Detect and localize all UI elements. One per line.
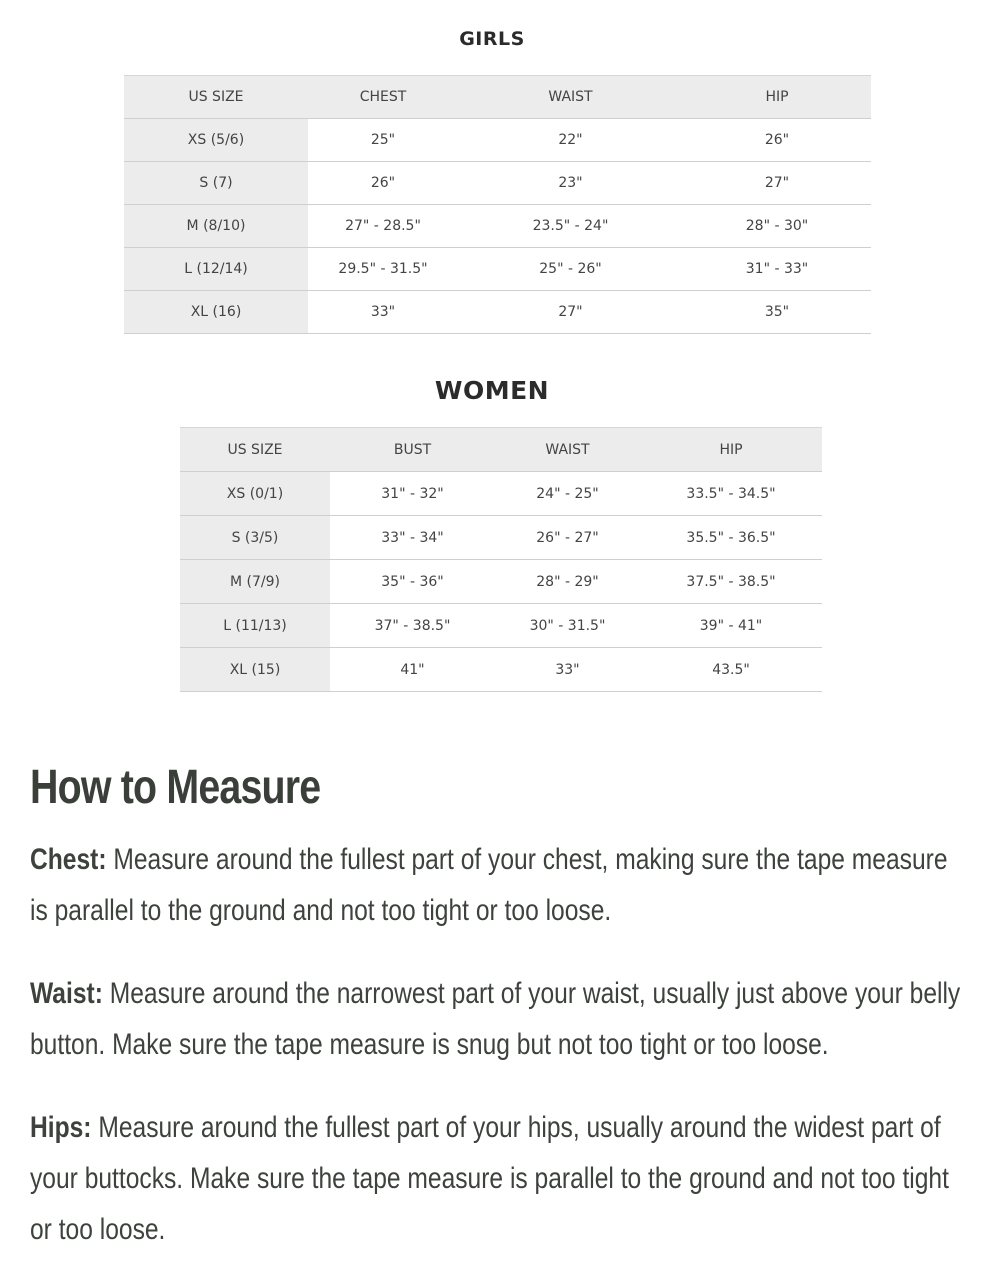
size-cell: L (11/13) <box>180 604 330 648</box>
table-row <box>124 205 871 248</box>
size-cell: M (7/9) <box>180 560 330 604</box>
waist-term: Waist: <box>30 977 103 1010</box>
waist-cell: 23.5" - 24" <box>458 205 683 248</box>
chest-term: Chest: <box>30 843 107 876</box>
women-table-title: WOMEN <box>434 376 550 405</box>
size-cell: L (12/14) <box>124 248 308 291</box>
hips-instructions <box>30 1102 965 1255</box>
waist-cell: 28" - 29" <box>495 560 640 604</box>
waist-cell: 24" - 25" <box>495 472 640 516</box>
size-cell: XS (0/1) <box>180 472 330 516</box>
waist-cell: 26" - 27" <box>495 516 640 560</box>
bust-cell: 37" - 38.5" <box>330 604 495 648</box>
size-cell: M (8/10) <box>124 205 308 248</box>
hips-term: Hips: <box>30 1111 92 1144</box>
waist-cell: 23" <box>458 162 683 205</box>
table-row <box>124 248 871 291</box>
hip-cell: 35" <box>683 291 871 334</box>
header-bust: BUST <box>330 428 495 472</box>
chest-cell: 26" <box>308 162 458 205</box>
hip-cell: 33.5" - 34.5" <box>640 472 822 516</box>
table-row <box>180 604 822 648</box>
table-row <box>124 119 871 162</box>
header-us-size: US SIZE <box>180 428 330 472</box>
size-cell: S (3/5) <box>180 516 330 560</box>
chest-cell: 25" <box>308 119 458 162</box>
header-waist: WAIST <box>458 76 683 119</box>
chest-cell: 27" - 28.5" <box>308 205 458 248</box>
waist-cell: 27" <box>458 291 683 334</box>
size-cell: S (7) <box>124 162 308 205</box>
chest-cell: 33" <box>308 291 458 334</box>
table-row <box>180 560 822 604</box>
table-header-row <box>180 428 822 472</box>
chest-instructions <box>30 834 965 936</box>
waist-text: Measure around the narrowest part of your waist, usually just above your belly button. Make sure the tape measure is snug but not too tight or too loose. <box>30 977 961 1061</box>
table-row <box>180 516 822 560</box>
girls-table-title: GIRLS <box>459 28 525 50</box>
bust-cell: 33" - 34" <box>330 516 495 560</box>
header-us-size: US SIZE <box>124 76 308 119</box>
hip-cell: 37.5" - 38.5" <box>640 560 822 604</box>
hip-cell: 28" - 30" <box>683 205 871 248</box>
size-cell: XS (5/6) <box>124 119 308 162</box>
size-cell: XL (16) <box>124 291 308 334</box>
chest-cell: 29.5" - 31.5" <box>308 248 458 291</box>
bust-cell: 41" <box>330 648 495 692</box>
chest-text: Measure around the fullest part of your chest, making sure the tape measure is parallel to the ground and not too tight or too loose. <box>30 843 948 927</box>
hip-cell: 39" - 41" <box>640 604 822 648</box>
table-header-row <box>124 76 871 119</box>
hip-cell: 27" <box>683 162 871 205</box>
bust-cell: 35" - 36" <box>330 560 495 604</box>
how-to-measure-heading: How to Measure <box>30 761 321 814</box>
hip-cell: 31" - 33" <box>683 248 871 291</box>
header-hip: HIP <box>683 76 871 119</box>
waist-instructions <box>30 968 965 1070</box>
girls-size-table <box>124 75 871 334</box>
table-row <box>124 291 871 334</box>
hips-text: Measure around the fullest part of your hips, usually around the widest part of your buttocks. Make sure the tape measure is parallel to the ground and not too tight or too loose. <box>30 1111 949 1246</box>
waist-cell: 33" <box>495 648 640 692</box>
header-waist: WAIST <box>495 428 640 472</box>
table-row <box>180 648 822 692</box>
waist-cell: 30" - 31.5" <box>495 604 640 648</box>
hip-cell: 26" <box>683 119 871 162</box>
header-chest: CHEST <box>308 76 458 119</box>
women-size-table <box>180 427 822 692</box>
hip-cell: 43.5" <box>640 648 822 692</box>
bust-cell: 31" - 32" <box>330 472 495 516</box>
hip-cell: 35.5" - 36.5" <box>640 516 822 560</box>
waist-cell: 22" <box>458 119 683 162</box>
table-row <box>124 162 871 205</box>
table-row <box>180 472 822 516</box>
size-cell: XL (15) <box>180 648 330 692</box>
waist-cell: 25" - 26" <box>458 248 683 291</box>
header-hip: HIP <box>640 428 822 472</box>
